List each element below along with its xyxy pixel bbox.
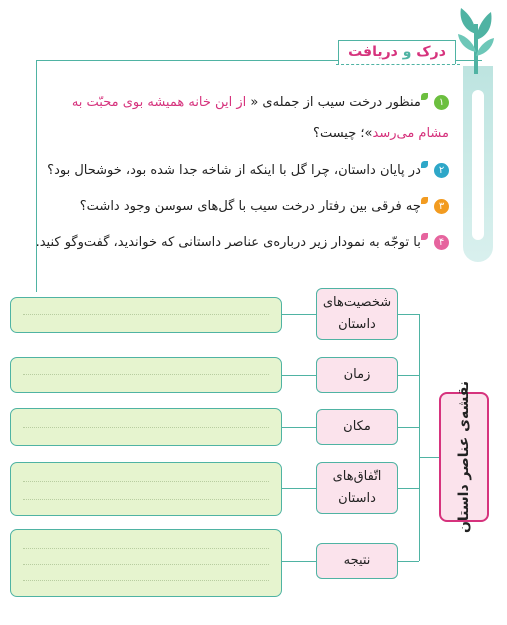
connector [398, 561, 419, 562]
connector [282, 375, 316, 376]
question-1-number-badge: ۱ [434, 95, 449, 110]
question-1-quote-cont: مشام می‌رسد [372, 126, 449, 141]
question-1-line-1 [72, 93, 449, 113]
question-2-text: در پایان داستان، چرا گل با اینکه از شاخه جدا شده بود، خوشحال بود؟ [47, 163, 421, 178]
question-4-text: با توجّه به نمودار زیر درباره‌ی عناصر داستانی که خواندید، گفت‌وگو کنید. [35, 235, 421, 250]
leaf-icon [421, 233, 428, 240]
connector [282, 488, 316, 489]
node-place: مکان [316, 409, 398, 445]
answer-box-events[interactable] [10, 462, 282, 516]
connector [398, 488, 419, 489]
connector [398, 314, 419, 315]
question-1-quote: از این خانه همیشه بوی محبّت به [71, 95, 247, 110]
question-4-number-badge: ۴ [434, 235, 449, 250]
section-title-and: و [402, 44, 412, 60]
decorative-side-bar [463, 66, 493, 262]
question-1-text: منظور درخت سیب از جمله‌ی « [246, 95, 421, 110]
connector [282, 561, 316, 562]
question-4 [36, 233, 449, 253]
connector [398, 427, 419, 428]
question-3-number-badge: ۳ [434, 199, 449, 214]
leaf-icon [421, 197, 428, 204]
question-3 [80, 197, 449, 217]
connector [282, 314, 316, 315]
title-underline [336, 64, 460, 65]
section-title-word1: درک [416, 44, 446, 60]
question-2 [47, 161, 449, 181]
leaf-icon [421, 161, 428, 168]
answer-box-place[interactable] [10, 408, 282, 446]
connector [398, 375, 419, 376]
answer-box-time[interactable] [10, 357, 282, 393]
node-result: نتیجه [316, 543, 398, 579]
node-characters: شخصیت‌های داستان [316, 288, 398, 340]
plant-icon [455, 4, 497, 74]
connector [282, 427, 316, 428]
node-time: زمان [316, 357, 398, 393]
question-2-number-badge: ۲ [434, 163, 449, 178]
question-1-text-cont: »؛ چیست؟ [313, 126, 373, 141]
question-3-text: چه فرقی بین رفتار درخت سیب با گل‌های سوسن وجود داشت؟ [79, 199, 421, 214]
story-elements-map-title: نقشه‌ی عناصر داستان [439, 392, 489, 522]
section-title [338, 40, 456, 64]
answer-box-result[interactable] [10, 529, 282, 597]
connector-vertical [419, 314, 420, 561]
connector-main [419, 457, 439, 458]
question-1-line-2 [313, 124, 449, 144]
leaf-icon [421, 93, 428, 100]
node-events: اتّفاق‌های داستان [316, 462, 398, 514]
answer-box-characters[interactable] [10, 297, 282, 333]
section-title-word2: دریافت [348, 44, 398, 60]
